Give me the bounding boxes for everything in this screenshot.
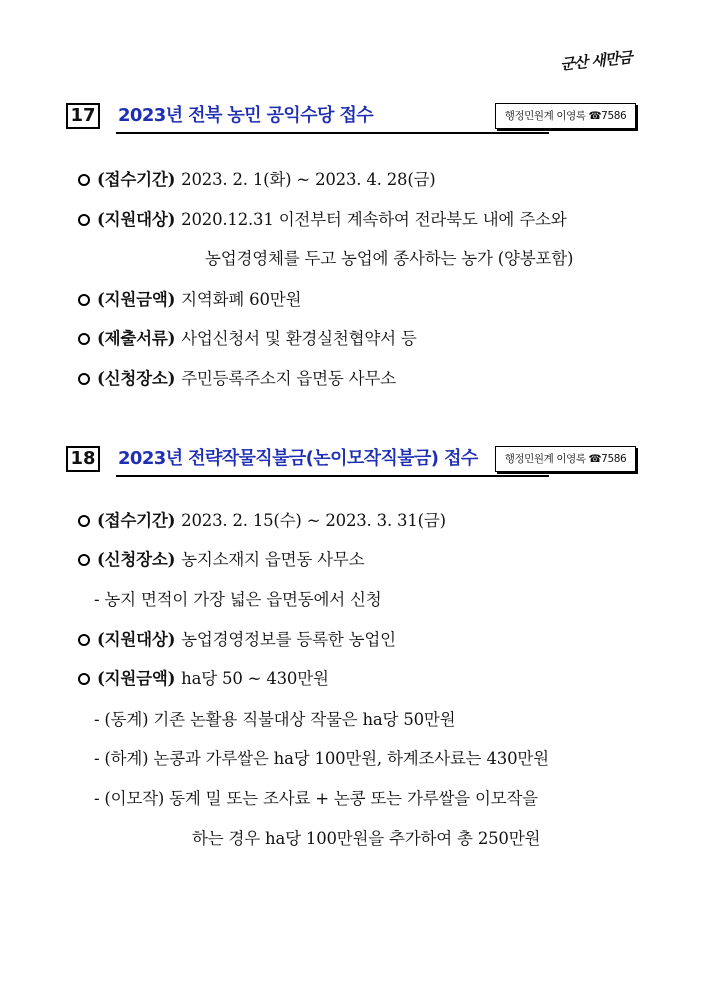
section-number: 17 — [66, 103, 100, 129]
circle-bullet-icon — [78, 673, 90, 685]
item-text: 주민등록주소지 읍면동 사무소 — [181, 369, 396, 388]
documents-line — [0, 325, 707, 349]
title-underline — [116, 132, 549, 134]
circle-bullet-icon — [78, 214, 90, 226]
support-amount-line — [0, 665, 707, 689]
circle-bullet-icon — [78, 634, 90, 646]
gunsan-logo: 군산 새만금 — [559, 48, 633, 74]
title-underline — [116, 475, 549, 477]
item-text: 2020.12.31 이전부터 계속하여 전라북도 내에 주소와 — [181, 210, 567, 229]
item-text: 지역화폐 60만원 — [181, 290, 302, 309]
item-text: 2023. 2. 15(수) ~ 2023. 3. 31(금) — [181, 511, 446, 530]
item-text: 농지소재지 읍면동 사무소 — [181, 550, 365, 569]
item-label: (지원금액) — [97, 290, 176, 309]
section-title: 2023년 전략작물직불금(논이모작직불금) 접수 — [118, 448, 478, 469]
eligibility-continuation: 농업경영체를 두고 농업에 종사하는 농가 (양봉포함) — [205, 249, 574, 268]
item-label: (지원대상) — [97, 210, 176, 229]
circle-bullet-icon — [78, 333, 90, 345]
application-place-line — [0, 546, 707, 570]
application-place-line — [0, 365, 707, 389]
eligibility-line — [0, 206, 707, 230]
item-text: 2023. 2. 1(화) ~ 2023. 4. 28(금) — [181, 170, 436, 189]
circle-bullet-icon — [78, 174, 90, 186]
double-crop-continuation: 하는 경우 ha당 100만원을 추가하여 총 250만원 — [192, 829, 541, 848]
item-text: 농업경영정보를 등록한 농업인 — [181, 630, 396, 649]
section-17-header — [66, 103, 646, 133]
item-text: 사업신청서 및 환경실천협약서 등 — [181, 329, 417, 348]
circle-bullet-icon — [78, 554, 90, 566]
double-crop-note: - (이모작) 동계 밀 또는 조사료 + 논콩 또는 가루쌀을 이모작을 — [94, 789, 538, 808]
summer-crop-note: - (하계) 논콩과 가루쌀은 ha당 100만원, 하계조사료는 430만원 — [94, 749, 549, 768]
section-18-header — [66, 446, 646, 476]
application-period-line — [0, 507, 707, 531]
circle-bullet-icon — [78, 294, 90, 306]
item-label: (접수기간) — [97, 511, 176, 530]
application-period-line — [0, 166, 707, 190]
department-contact: 행정민원계 이영록 ☎7586 — [495, 103, 636, 129]
item-label: (제출서류) — [97, 329, 176, 348]
section-title: 2023년 전북 농민 공익수당 접수 — [118, 105, 374, 126]
circle-bullet-icon — [78, 515, 90, 527]
support-amount-line — [0, 286, 707, 310]
eligibility-line — [0, 626, 707, 650]
department-contact: 행정민원계 이영록 ☎7586 — [495, 446, 636, 472]
section-number: 18 — [66, 446, 100, 472]
item-label: (신청장소) — [97, 550, 176, 569]
item-text: ha당 50 ~ 430만원 — [181, 669, 329, 688]
item-label: (신청장소) — [97, 369, 176, 388]
application-place-note: - 농지 면적이 가장 넓은 읍면동에서 신청 — [94, 590, 382, 609]
item-label: (접수기간) — [97, 170, 176, 189]
item-label: (지원대상) — [97, 630, 176, 649]
winter-crop-note: - (동계) 기존 논활용 직불대상 작물은 ha당 50만원 — [94, 710, 456, 729]
circle-bullet-icon — [78, 373, 90, 385]
item-label: (지원금액) — [97, 669, 176, 688]
